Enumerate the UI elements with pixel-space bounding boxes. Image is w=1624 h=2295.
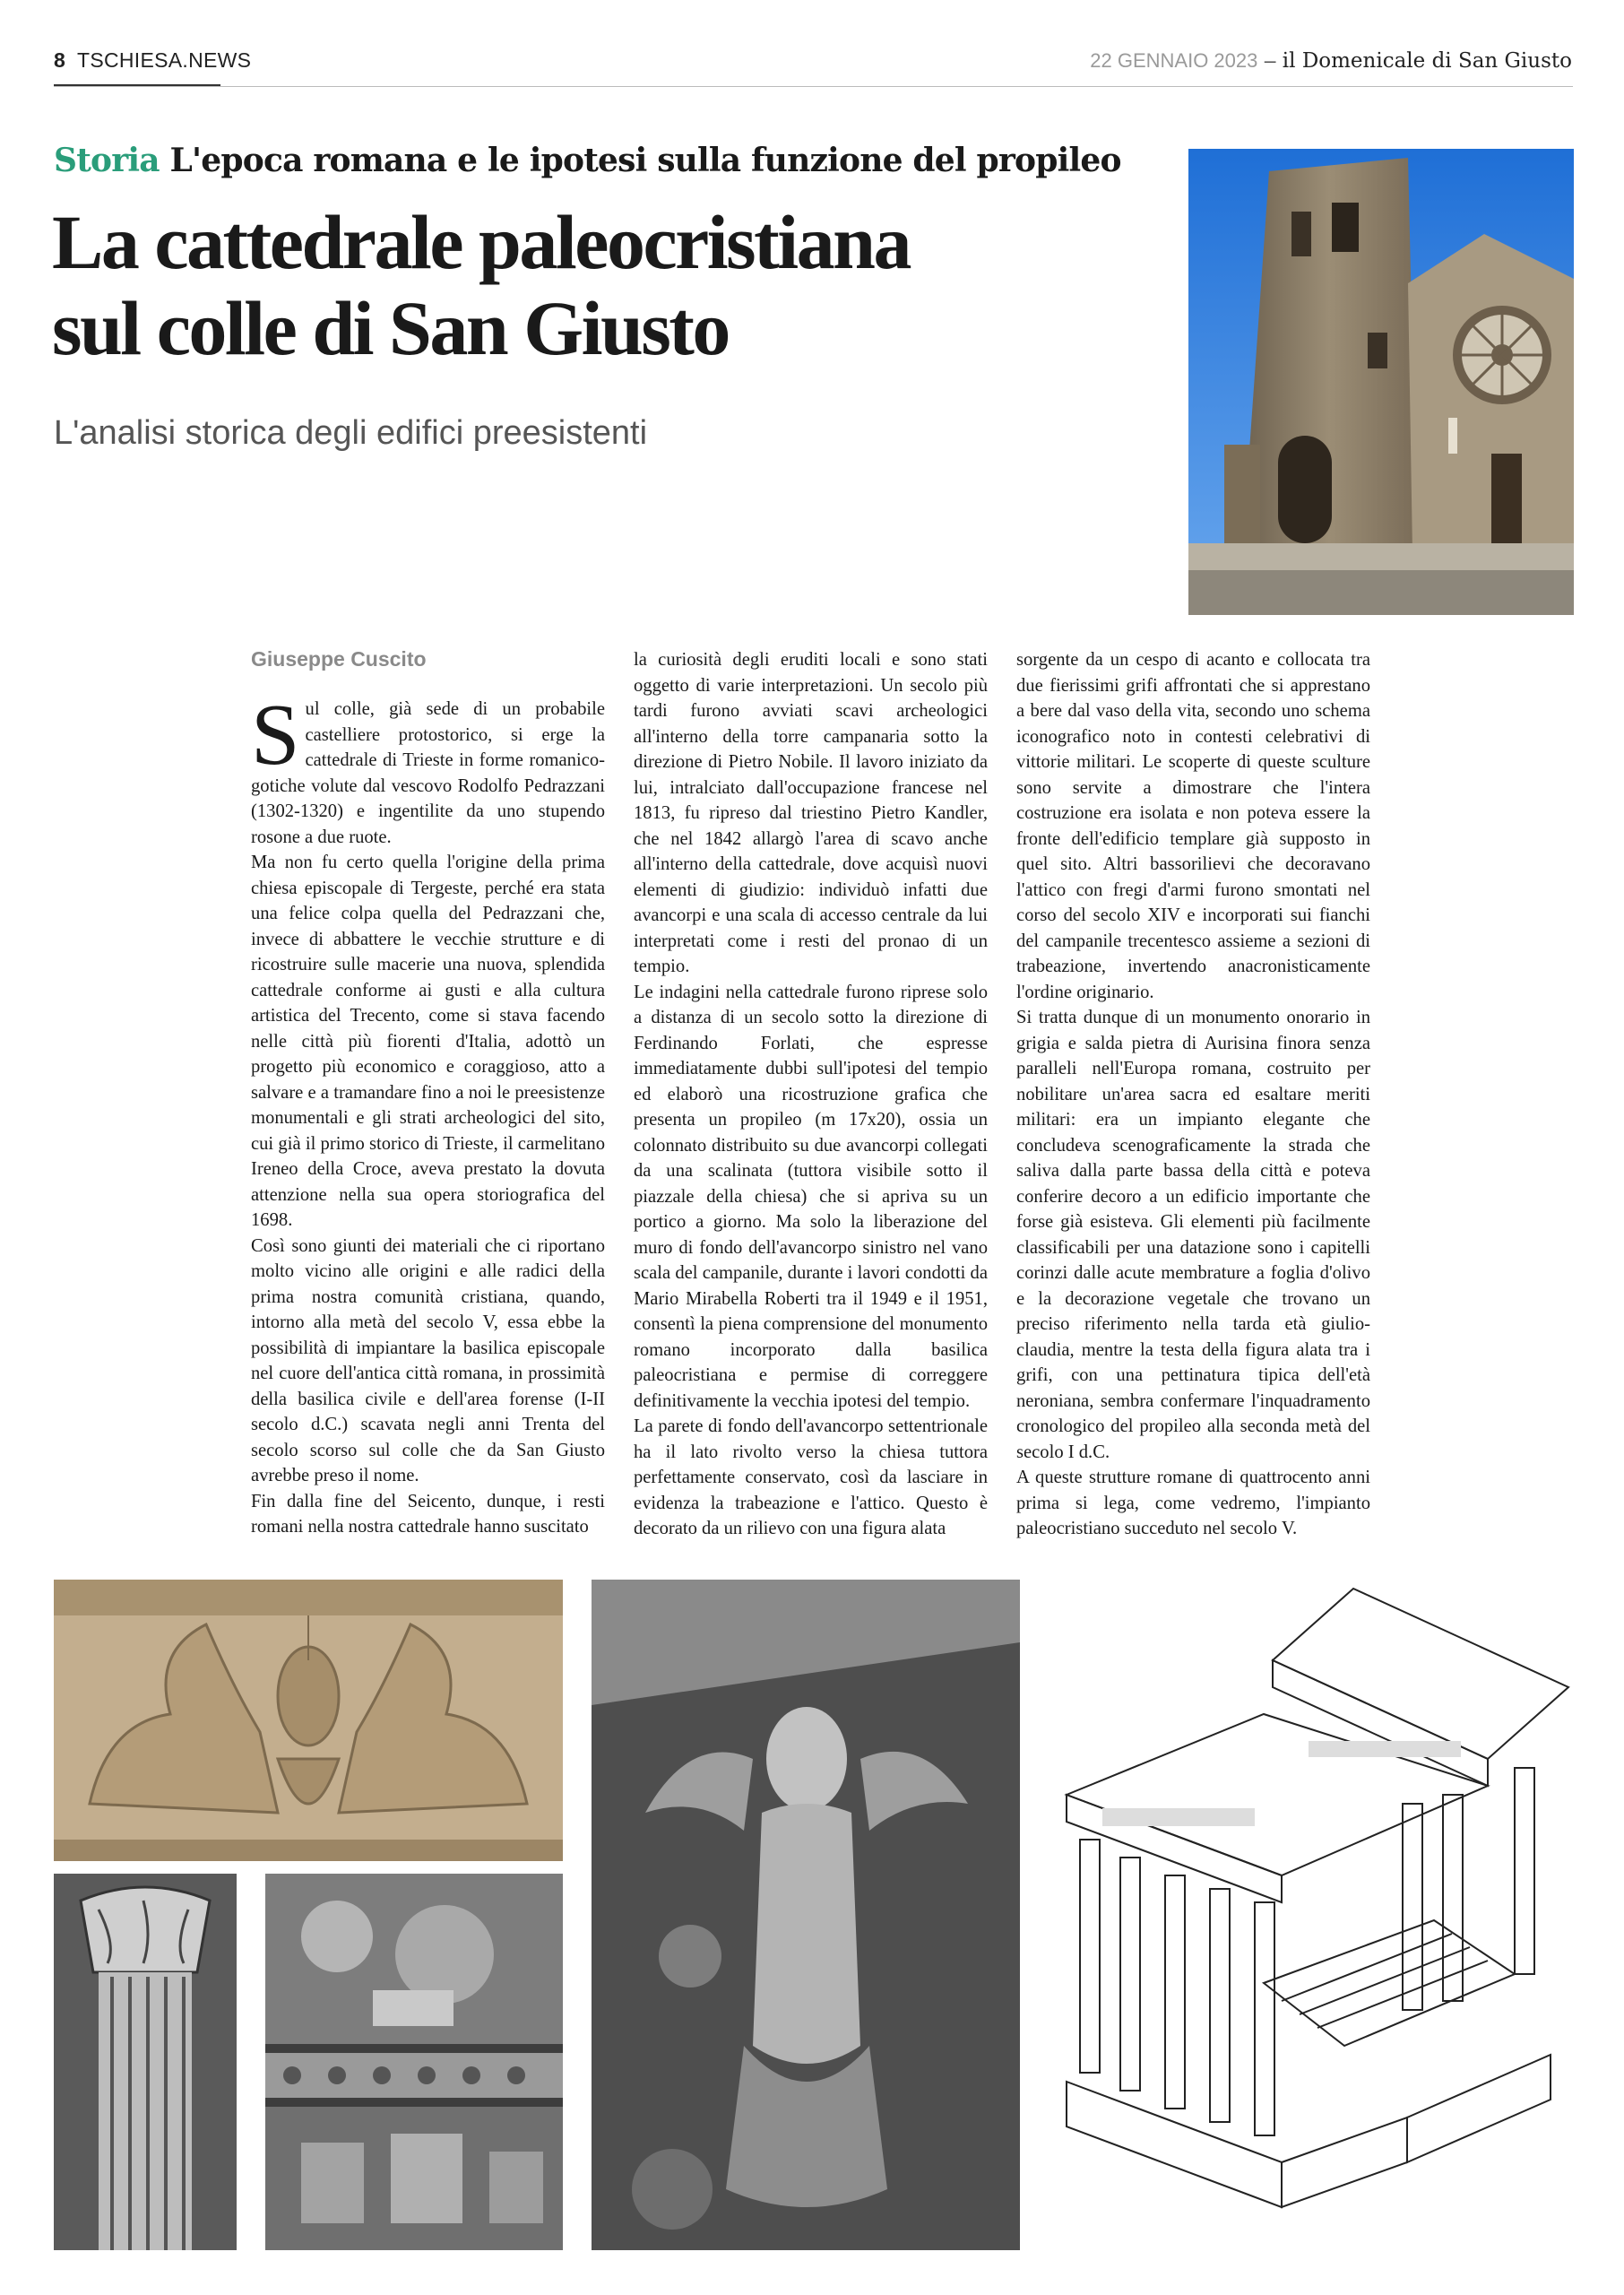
paragraph: Sul colle, già sede di un probabile castelliere protostorico, si erge la cattedrale di Trieste in forme romanico-gotiche volute dal vescovo Rodolfo Pedrazzani (1302-1320) e ingentilite da uno stupendo rosone a due ruote.: [251, 687, 605, 847]
header-separator: –: [1264, 48, 1276, 72]
header-right: [1090, 48, 1572, 73]
drop-cap: S: [251, 687, 300, 784]
paragraph: sorgente da un cespo di acanto e collocata tra due fierissimi grifi affrontati che si apprestano a bere dal vaso della vita, secondo uno schema iconografico noto in contesti celebrativi di vittorie militari. Le scoperte di queste sculture sono servite a dimostrare che l'intera costruzione era isolata e non poteva essere la fronte dell'edificio templare già supposto in quel sito. Altri bassorilievi che decoravano l'attico con fregi d'armi furono smontati nel corso del secolo XIV e incorporati sui fianchi del campanile trecentesco assieme a sezioni di trabeazione, invertendo anacronisticamente l'ordine originario.: [1016, 650, 1370, 1002]
article-title: [52, 199, 1154, 371]
article-column-1: [251, 687, 605, 1540]
paragraph: Fin dalla fine del Seicento, dunque, i resti romani nella nostra cattedrale hanno suscitato: [251, 1491, 605, 1537]
article-column-2: [634, 647, 988, 1542]
article-column-3: [1016, 647, 1370, 1542]
site-name: TSCHIESA.NEWS: [77, 48, 252, 72]
title-line-1: La cattedrale paleocristiana: [52, 199, 911, 285]
winged-figure-photo: [592, 1580, 1020, 2250]
paragraph: la curiosità degli eruditi locali e sono stati oggetto di varie interpretazioni. Un secolo più tardi furono avviati scavi archeologici all'interno della torre campanaria sotto la direzione di Pietro Nobile. Il lavoro iniziato da lui, intralciato dall'occupazione francese nel 1813, fu ripreso dal triestino Pietro Kandler, che nel 1842 allargò l'area di scavo anche all'interno della cattedrale, dove acquisì nuovi elementi di giudizio: individuò infatti due avancorpi e una scala di accesso centrale da lui interpretati come i resti del pronao di un tempio.: [634, 650, 988, 976]
cathedral-photo: [1188, 149, 1574, 615]
kicker-text: L'epoca romana e le ipotesi sulla funzione del propileo: [169, 142, 1121, 179]
issue-date: 22 GENNAIO 2023: [1090, 49, 1258, 72]
griffins-relief-photo: [54, 1580, 563, 1861]
paragraph: Ma non fu certo quella l'origine della prima chiesa episcopale di Tergeste, perché era stata una felice colpa quella del Pedrazzani che, invece di abbattere le vecchie strutture e di ricostruire sulle macerie una nuova, splendida cattedrale conforme ai gusti e alla cultura artistica del Trecento, come si stava facendo nelle città più fiorenti d'Italia, adottò un progetto più economico e coraggioso, atto a salvare e a tramandare fino a noi le preesistenze monumentali e gli strati archeologici del sito, cui già il primo storico di Trieste, il carmelitano Ireneo della Croce, aveva prestato la dovuta attenzione nella sua opera storiografica del 1698.: [251, 853, 605, 1230]
paragraph: Si tratta dunque di un monumento onorario in grigia e salda pietra di Aurisina finora senza paralleli nell'Europa romana, costruito per nobilitare un'area sacra ed esaltare meriti militari: era un impianto elegante che concludeva scenograficamente la strada che saliva dalla parte bassa della città e poteva conferire decoro a un edificio importante che forse già esisteva. Gli elementi più facilmente classificabili per una datazione sono i capitelli corinzi dalle acute membrature a foglia d'olivo e la decorazione vegetale che trovano un preciso riferimento nella tarda età giulio-claudia, mentre la testa della figura alata tra i grifi, con una pettinatura tipica dell'età neroniana, sembra confermare l'inquadramento cronologico del propileo alla seconda metà del secolo I d.C.: [1016, 1008, 1370, 1462]
kicker: [54, 142, 1121, 179]
column-capital-photo: [54, 1874, 237, 2250]
paragraph: Così sono giunti dei materiali che ci riportano molto vicino alle origini e alle radici della prima nostra comunità cristiana, quando, intorno alla metà del secolo V, essa ebbe la possibilità di impiantare la basilica episcopale nel cuore dell'antica città romana, in prossimità della basilica civile e dell'area forense (I-II secolo d.C.) scavata negli anni Trenta del secolo scorso sul colle che da San Giusto avrebbe preso il nome.: [251, 1235, 605, 1485]
newspaper-name: il Domenicale di San Giusto: [1282, 49, 1572, 73]
paragraph: Le indagini nella cattedrale furono riprese solo a distanza di un secolo sotto la direzione di Ferdinando Forlati, che espresse immediatamente dubbi sull'ipotesi del tempio ed elaborò una ricostruzione grafica che presenta un propileo (m 17x20), ossia un colonnato distribuito su due avancorpi collegati da una scalinata (tuttora visibile sotto il piazzale della chiesa) che si apriva su un portico a giorno. Ma solo la liberazione del muro di fondo dell'avancorpo sinistro nel vano scala del campanile, durante i lavori condotti da Mario Mirabella Roberti tra il 1949 e il 1951, consentì la piena comprensione del monumento romano incorporato dalla basilica paleocristiana e permise di correggere definitivamente la vecchia ipotesi del tempio.: [634, 982, 988, 1411]
arms-frieze-photo: [265, 1874, 563, 2250]
header-rule: [54, 86, 1573, 87]
paragraph: La parete di fondo dell'avancorpo settentrionale ha il lato rivolto verso la chiesa tuttora perfettamente conservato, così da lasciare in evidenza la trabeazione e l'attico. Questo è decorato da un rilievo con una figura alata: [634, 1416, 988, 1538]
title-line-2: sul colle di San Giusto: [52, 285, 729, 371]
propylaeum-reconstruction-drawing: [1049, 1580, 1574, 2250]
article-subtitle: L'analisi storica degli edifici preesistenti: [54, 414, 648, 452]
paragraph: A queste strutture romane di quattrocento anni prima si lega, come vedremo, l'impianto paleocristiano succeduto nel secolo V.: [1016, 1468, 1370, 1538]
author-byline: Giuseppe Cuscito: [251, 647, 427, 671]
kicker-category: Storia: [54, 142, 160, 179]
page-number: 8: [54, 48, 65, 72]
